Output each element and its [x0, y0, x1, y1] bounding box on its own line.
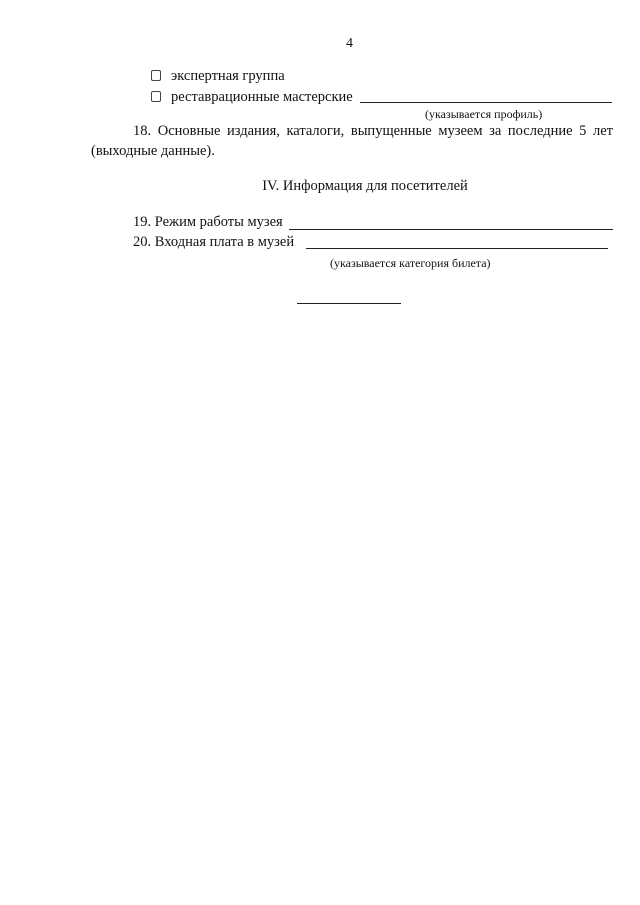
item-20-label: 20. Входная плата в музей [133, 234, 295, 250]
profile-fill-line [360, 102, 612, 103]
item-18-word: музеем [438, 123, 483, 139]
ticket-hint: (указывается категория билета) [330, 256, 491, 270]
profile-hint: (указывается профиль) [425, 107, 543, 121]
item-18-word: последние [507, 123, 573, 139]
end-separator [297, 303, 401, 304]
item-18-line [133, 123, 613, 140]
item-18-word: Основные [157, 123, 221, 139]
item-19-label: 19. Режим работы музея [133, 214, 283, 230]
item-19-fill-line [289, 229, 613, 230]
item-18-continuation: (выходные данные). [91, 143, 215, 159]
option-restoration-workshops [151, 89, 353, 106]
option-expert-group [151, 68, 285, 85]
option-label: реставрационные мастерские [171, 89, 353, 105]
item-18-word: лет [592, 123, 613, 139]
option-label: экспертная группа [171, 68, 285, 84]
item-18-word: издания, [227, 123, 280, 139]
item-18-word: каталоги, [286, 123, 345, 139]
section-heading: IV. Информация для посетителей [262, 178, 468, 194]
item-18-word: за [489, 123, 502, 139]
item-20-fill-line [306, 248, 608, 249]
item-18-word: выпущенные [350, 123, 432, 139]
item-18-word: 18. [133, 123, 152, 139]
item-18-word: 5 [579, 123, 587, 139]
checkbox-icon [151, 91, 161, 102]
checkbox-icon [151, 70, 161, 81]
page-number: 4 [346, 36, 353, 51]
